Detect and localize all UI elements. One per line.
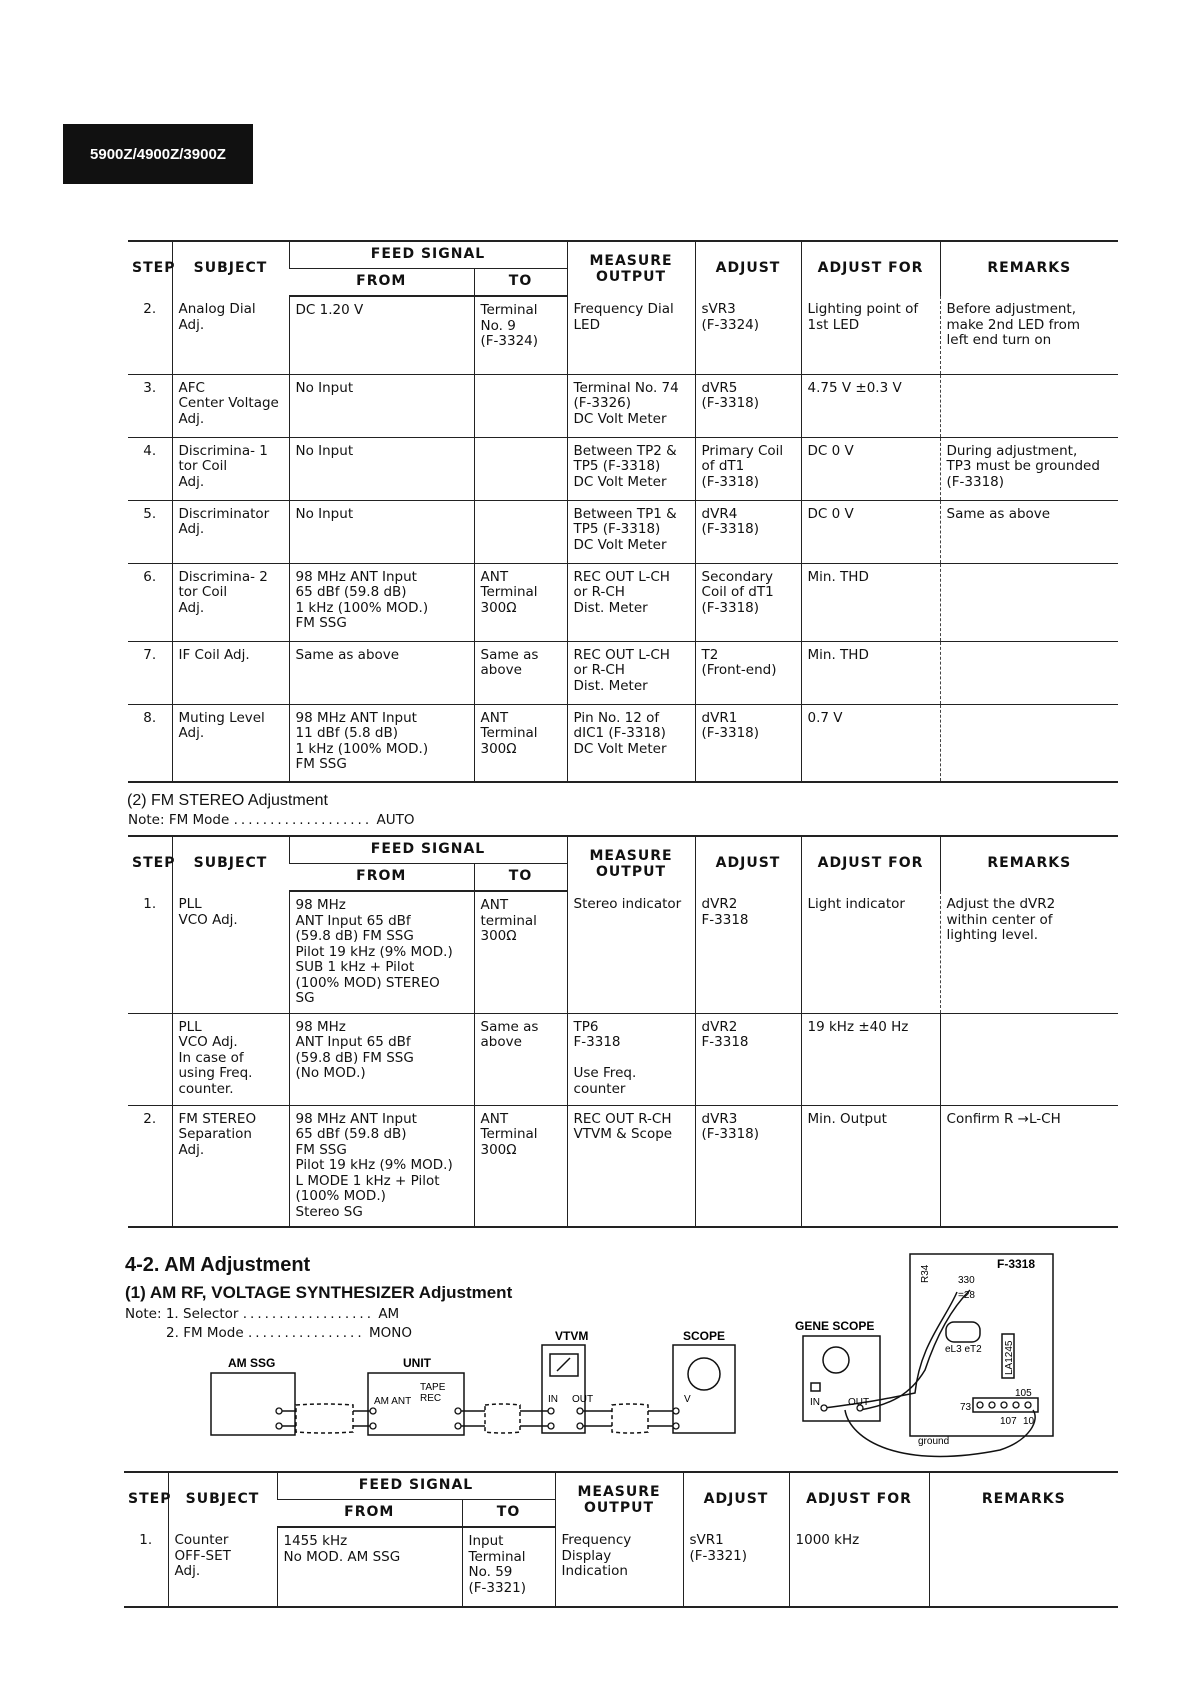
gene-scope-screen: [823, 1347, 849, 1373]
header-from: FROM: [277, 1500, 462, 1528]
ground-label: ground: [918, 1436, 950, 1447]
header-adjust-for: ADJUST FOR: [801, 241, 940, 296]
feed-to: ANT Terminal 300Ω: [474, 704, 567, 782]
feed-from: No Input: [289, 500, 474, 563]
table-row: [124, 1527, 1118, 1607]
feed-from: 98 MHz ANT Input 65 dBf (59.8 dB) FM SSG (No MOD.): [289, 1013, 474, 1105]
adjust-for: 4.75 V ±0.3 V: [801, 374, 940, 437]
subject: IF Coil Adj.: [172, 641, 289, 704]
header-adjust: ADJUST: [695, 241, 801, 296]
gene-in-label: IN: [810, 1397, 820, 1408]
feed-to: ANT Terminal 300Ω: [474, 1105, 567, 1227]
model-label: 5900Z/4900Z/3900Z: [63, 124, 253, 184]
header-feed-signal: FEED SIGNAL: [289, 836, 567, 864]
measure-output: Stereo indicator: [567, 891, 695, 1013]
marking-28: =28: [958, 1290, 975, 1301]
scope-screen: [688, 1358, 720, 1390]
r34-label: R34: [920, 1264, 931, 1283]
scope-v-label: V: [684, 1394, 691, 1405]
pin-107-label: 107: [1000, 1416, 1017, 1427]
pin-105-label: 105: [1015, 1388, 1032, 1399]
subject: AFC Center Voltage Adj.: [172, 374, 289, 437]
feed-to: Terminal No. 9 (F-3324): [474, 296, 567, 374]
marking-el3-et2: eL3 eT2: [945, 1344, 982, 1355]
remarks: During adjustment, TP3 must be grounded (F-3318): [940, 437, 1118, 500]
measure-output: Between TP1 & TP5 (F-3318) DC Volt Meter: [567, 500, 695, 563]
feed-from: No Input: [289, 374, 474, 437]
section-title-fm-stereo: (2) FM STEREO Adjustment: [127, 792, 328, 809]
adjust: dVR5 (F-3318): [695, 374, 801, 437]
header-subject: SUBJECT: [172, 241, 289, 296]
adjust-for: DC 0 V: [801, 437, 940, 500]
remarks: Same as above: [940, 500, 1118, 563]
note-item: FM Mode: [183, 1325, 244, 1341]
remarks: Confirm R →L-CH: [940, 1105, 1118, 1227]
header-feed-signal: FEED SIGNAL: [277, 1472, 555, 1500]
adjust: dVR4 (F-3318): [695, 500, 801, 563]
adjust: dVR2 F-3318: [695, 891, 801, 1013]
feed-from: No Input: [289, 437, 474, 500]
adjust: sVR1 (F-3321): [683, 1527, 789, 1607]
measure-output: Pin No. 12 of dIC1 (F-3318) DC Volt Meter: [567, 704, 695, 782]
note-num: 2.: [166, 1325, 179, 1341]
header-subject: SUBJECT: [172, 836, 289, 891]
adjust-for: Min. THD: [801, 563, 940, 641]
adjust-for: 0.7 V: [801, 704, 940, 782]
header-remarks: REMARKS: [940, 241, 1118, 296]
step: 5.: [128, 500, 172, 563]
header-remarks: REMARKS: [929, 1472, 1118, 1527]
subject: Discrimina- 1 tor Coil Adj.: [172, 437, 289, 500]
note-value: AM: [378, 1306, 400, 1322]
remarks: [929, 1527, 1118, 1607]
feed-to: Same as above: [474, 1013, 567, 1105]
header-step: STEP: [128, 241, 172, 296]
feed-from: 98 MHz ANT Input 65 dBf (59.8 dB) FM SSG Pilot 19 kHz (9% MOD.) SUB 1 kHz + Pilot (100% MOD) STEREO SG: [289, 891, 474, 1013]
gene-scope-label: GENE SCOPE: [795, 1319, 875, 1333]
step: 7.: [128, 641, 172, 704]
adjust-for: Light indicator: [801, 891, 940, 1013]
step: 2.: [128, 296, 172, 374]
note-label: Note:: [128, 812, 165, 828]
adjust-for: DC 0 V: [801, 500, 940, 563]
adjust-for: 1000 kHz: [789, 1527, 929, 1607]
header-to: TO: [474, 269, 567, 297]
header-remarks: REMARKS: [940, 836, 1118, 891]
adjust: dVR1 (F-3318): [695, 704, 801, 782]
step: 4.: [128, 437, 172, 500]
feed-from: Same as above: [289, 641, 474, 704]
measure-output: Frequency Display Indication: [555, 1527, 683, 1607]
header-measure-output: MEASURE OUTPUT: [567, 836, 695, 891]
note-item: Selector: [183, 1306, 239, 1322]
header-adjust: ADJUST: [683, 1472, 789, 1527]
adjust-for: Min. THD: [801, 641, 940, 704]
vtvm-in-label: IN: [548, 1394, 558, 1405]
adjust: dVR2 F-3318: [695, 1013, 801, 1105]
measure-output: REC OUT L-CH or R-CH Dist. Meter: [567, 641, 695, 704]
measure-output: TP6 F-3318 Use Freq. counter: [567, 1013, 695, 1105]
header-to: TO: [474, 864, 567, 892]
vtvm-out-label: OUT: [572, 1394, 594, 1405]
note-dots: ................: [247, 1325, 365, 1341]
header-feed-signal: FEED SIGNAL: [289, 241, 567, 269]
feed-to: ANT terminal 300Ω: [474, 891, 567, 1013]
feed-from: 98 MHz ANT Input 11 dBf (5.8 dB) 1 kHz (100% MOD.) FM SSG: [289, 704, 474, 782]
header-measure-output: MEASURE OUTPUT: [567, 241, 695, 296]
step: 1.: [124, 1527, 168, 1607]
subject: FM STEREO Separation Adj.: [172, 1105, 289, 1227]
note-label: Note:: [125, 1306, 162, 1322]
measure-output: Terminal No. 74 (F-3326) DC Volt Meter: [567, 374, 695, 437]
subject: Discriminator Adj.: [172, 500, 289, 563]
feed-to: Same as above: [474, 641, 567, 704]
remarks: Adjust the dVR2 within center of lighting level.: [940, 891, 1118, 1013]
header-adjust-for: ADJUST FOR: [801, 836, 940, 891]
header-from: FROM: [289, 269, 474, 297]
step: 6.: [128, 563, 172, 641]
header-adjust: ADJUST: [695, 836, 801, 891]
feed-to: Input Terminal No. 59 (F-3321): [462, 1527, 555, 1607]
feed-from: 98 MHz ANT Input 65 dBf (59.8 dB) 1 kHz (100% MOD.) FM SSG: [289, 563, 474, 641]
subject: Discrimina- 2 tor Coil Adj.: [172, 563, 289, 641]
adjust: Primary Coil of dT1 (F-3318): [695, 437, 801, 500]
step: 1.: [128, 891, 172, 1013]
subject: PLL VCO Adj.: [172, 891, 289, 1013]
board-label: F-3318: [997, 1257, 1036, 1271]
feed-from: 98 MHz ANT Input 65 dBf (59.8 dB) FM SSG Pilot 19 kHz (9% MOD.) L MODE 1 kHz + Pilot (100% MOD.) Stereo SG: [289, 1105, 474, 1227]
header-to: TO: [462, 1500, 555, 1528]
scope-label: SCOPE: [683, 1329, 726, 1343]
subject: Analog Dial Adj.: [172, 296, 289, 374]
feed-from: DC 1.20 V: [289, 296, 474, 374]
note-dots: ...................: [233, 812, 373, 828]
am-ant-label: AM ANT: [374, 1396, 412, 1407]
feed-to: ANT Terminal 300Ω: [474, 563, 567, 641]
am-adjustment-table: [124, 1471, 1118, 1608]
note-item: FM Mode: [168, 812, 230, 828]
step: 3.: [128, 374, 172, 437]
section-title-am: 4-2. AM Adjustment: [125, 1254, 311, 1276]
adjust: dVR3 (F-3318): [695, 1105, 801, 1227]
header-step: STEP: [124, 1472, 168, 1527]
step: 2.: [128, 1105, 172, 1227]
subject: Counter OFF-SET Adj.: [168, 1527, 277, 1607]
tape-rec-label: TAPE REC: [420, 1382, 446, 1404]
measure-output: Frequency Dial LED: [567, 296, 695, 374]
adjust-for: Lighting point of 1st LED: [801, 296, 940, 374]
am-ssg-label: AM SSG: [228, 1356, 276, 1370]
note-value: AUTO: [376, 812, 415, 828]
measure-output: REC OUT R-CH VTVM & Scope: [567, 1105, 695, 1227]
marking-330: 330: [958, 1275, 975, 1286]
unit-label: UNIT: [403, 1356, 431, 1370]
adjust: sVR3 (F-3324): [695, 296, 801, 374]
adjust: Secondary Coil of dT1 (F-3318): [695, 563, 801, 641]
header-from: FROM: [289, 864, 474, 892]
note-dots: ..................: [242, 1306, 375, 1322]
header-adjust-for: ADJUST FOR: [789, 1472, 929, 1527]
subject: PLL VCO Adj. In case of using Freq. counter.: [172, 1013, 289, 1105]
adjust: T2 (Front-end): [695, 641, 801, 704]
gene-out-label: OUT: [848, 1397, 870, 1408]
section-subtitle-am-rf: (1) AM RF, VOLTAGE SYNTHESIZER Adjustment: [125, 1283, 513, 1302]
pin-73-label: 73: [960, 1402, 972, 1413]
measure-output: Between TP2 & TP5 (F-3318) DC Volt Meter: [567, 437, 695, 500]
feed-from: 1455 kHz No MOD. AM SSG: [277, 1527, 462, 1607]
note-num: 1.: [165, 1306, 179, 1322]
header-subject: SUBJECT: [168, 1472, 277, 1527]
note-value: MONO: [368, 1325, 412, 1341]
subject: Muting Level Adj.: [172, 704, 289, 782]
adjust-for: 19 kHz ±40 Hz: [801, 1013, 940, 1105]
remarks: Before adjustment, make 2nd LED from left end turn on: [940, 296, 1118, 374]
step: 8.: [128, 704, 172, 782]
pin-10-label: 10: [1023, 1416, 1035, 1427]
la1245-label: LA1245: [1004, 1340, 1015, 1375]
adjust-for: Min. Output: [801, 1105, 940, 1227]
header-step: STEP: [128, 836, 172, 891]
header-measure-output: MEASURE OUTPUT: [555, 1472, 683, 1527]
vtvm-label: VTVM: [555, 1329, 589, 1343]
measure-output: REC OUT L-CH or R-CH Dist. Meter: [567, 563, 695, 641]
